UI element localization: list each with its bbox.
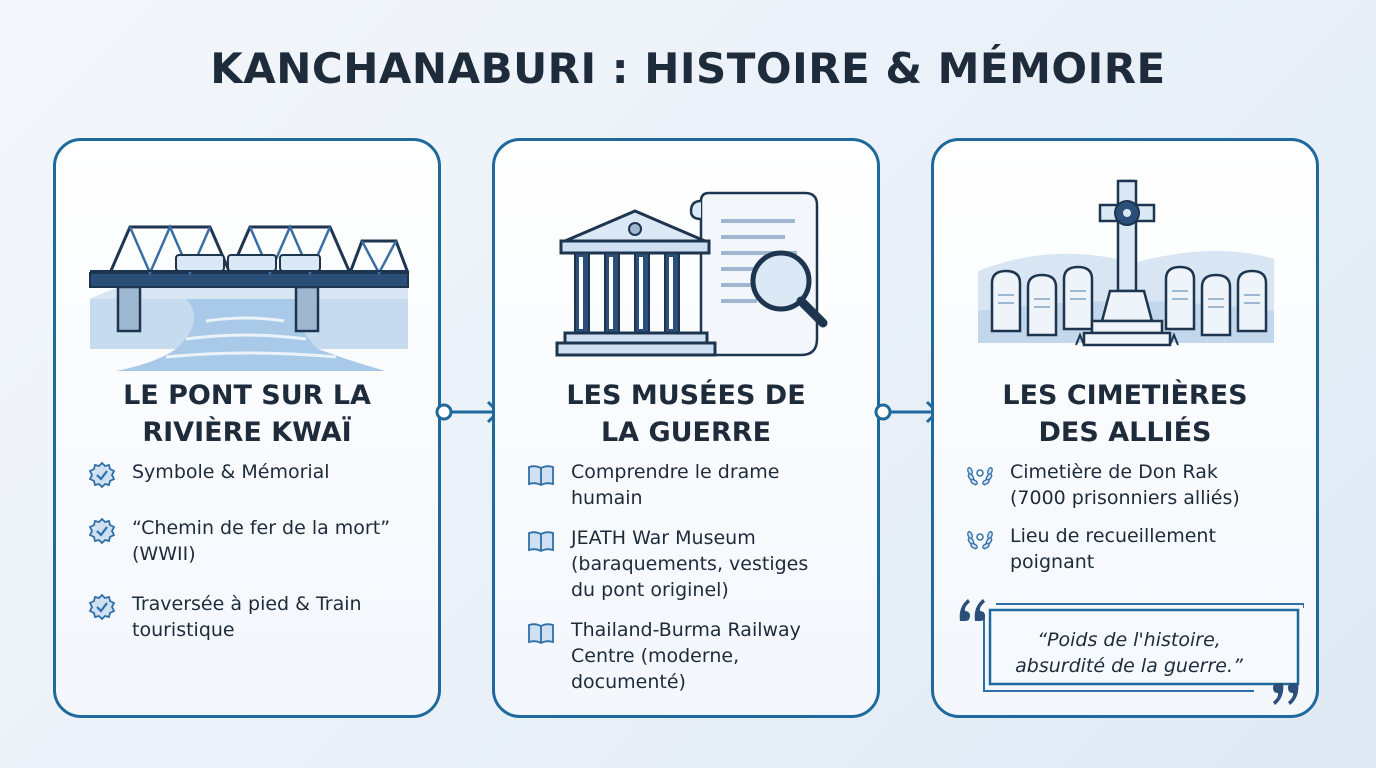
item-list	[527, 459, 867, 695]
list-item: Traversée à pied & Train touristique	[88, 591, 428, 643]
open-quote-icon	[956, 595, 990, 623]
bridge-icon	[56, 171, 438, 381]
card-title: LES CIMETIÈRES DES ALLIÉS	[1002, 380, 1248, 448]
open-book-icon	[527, 461, 555, 489]
list-item: Lieu de recueillement poignant	[966, 523, 1306, 575]
laurel-wreath-icon	[966, 525, 994, 553]
cemetery-icon	[934, 171, 1316, 381]
list-item: “Chemin de fer de la mort” (WWII)	[88, 515, 428, 567]
item-list	[966, 459, 1306, 575]
open-book-icon	[527, 619, 555, 647]
badge-check-icon	[88, 593, 116, 621]
museum-icon	[495, 171, 877, 381]
list-item: JEATH War Museum (baraquements, vestiges du pont originel)	[527, 525, 867, 603]
card-title: LE PONT SUR LA RIVIÈRE KWAÏ	[123, 380, 371, 448]
list-item: Thailand-Burma Railway Centre (moderne, documenté)	[527, 617, 867, 695]
page-title: KANCHANABURI : HISTOIRE & MÉMOIRE	[210, 44, 1166, 93]
quote-text: “Poids de l'histoire, absurdité de la guerre.”	[1015, 629, 1243, 677]
laurel-wreath-icon	[966, 461, 994, 489]
list-item: Cimetière de Don Rak (7000 prisonniers alliés)	[966, 459, 1306, 511]
open-book-icon	[527, 527, 555, 555]
card-title: LES MUSÉES DE LA GUERRE	[566, 380, 806, 448]
list-item: Symbole & Mémorial	[88, 459, 428, 485]
item-list	[88, 459, 428, 643]
list-item: Comprendre le drame humain	[527, 459, 867, 511]
badge-check-icon	[88, 461, 116, 489]
close-quote-icon	[1268, 681, 1302, 709]
card-museums	[492, 138, 880, 718]
card-bridge	[53, 138, 441, 718]
badge-check-icon	[88, 517, 116, 545]
card-cemeteries	[931, 138, 1319, 718]
